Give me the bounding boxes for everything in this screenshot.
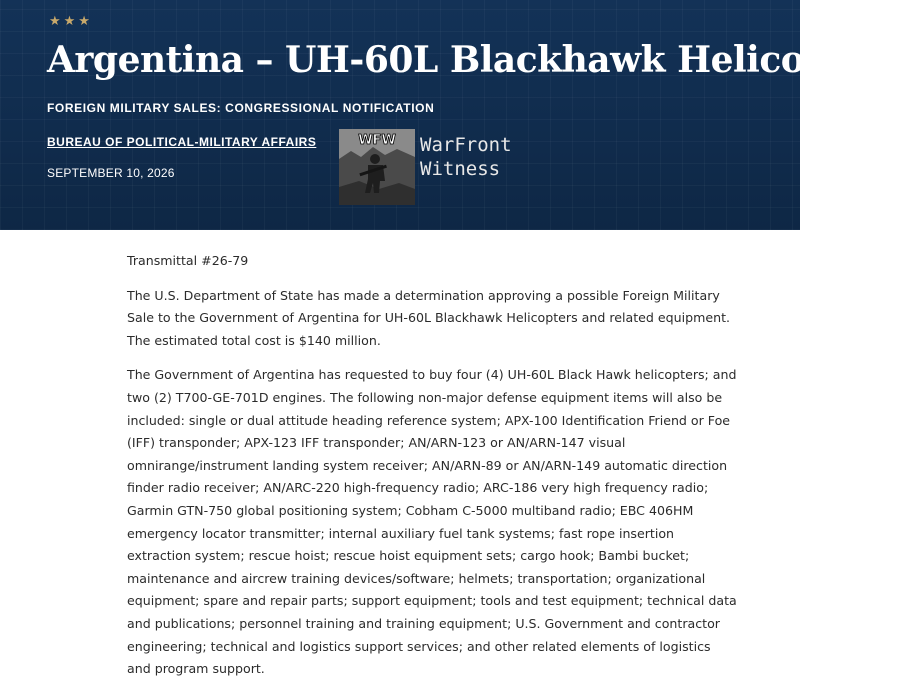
warfront-witness-logo — [339, 129, 415, 205]
article-body — [127, 250, 737, 693]
watermark-line-2: Witness — [420, 158, 501, 180]
watermark-text — [420, 133, 512, 181]
publish-date: SEPTEMBER 10, 2026 — [47, 166, 175, 180]
article-paragraph-1: The U.S. Department of State has made a determination approving a possible Foreign Military Sale to the Government of Argentina for UH-60L Blackhawk Helicopters and related equipment. The estimated total cost is $140 million. — [127, 287, 731, 348]
watermark-line-1: WarFront — [420, 134, 512, 156]
article-paragraph-2: The Government of Argentina has requested to buy four (4) UH-60L Black Hawk helicopters; and two (2) T700-GE-701D engines. The following non-major defense equipment items will also be included: single or dual attitude heading reference system; APX-100 Identification Friend or Foe (IFF) transponder; APX-123 IFF transponder; AN/ARN-123 or AN/ARN-147 visual omnirange/instrument landing system receiver; AN/ARN-89 or AN/ARN-149 automatic direction finder radio receiver; AN/ARC-220 high-frequency radio; ARC-186 very high frequency radio; Garmin GTN-750 global positioning system; Cobham C-5000 multiband radio; EBC 406HM emergency locator transmitter; internal auxiliary fuel tank systems; fast rope insertion extraction system; rescue hoist; rescue hoist equipment sets; cargo hook; Bambi bucket; maintenance and aircrew training devices/software; helmets; transportation; organizational equipment; spare and repair parts; support equipment; tools and test equipment; technical data and publications; personnel training and training equipment; U.S. Government and contractor engineering; technical and logistics support services; and other related elements of logistics and program support. — [127, 367, 737, 677]
logo-letters: WFW — [358, 133, 396, 148]
bureau-link[interactable]: BUREAU OF POLITICAL-MILITARY AFFAIRS — [47, 135, 317, 149]
page-subtitle: FOREIGN MILITARY SALES: CONGRESSIONAL NOTIFICATION — [47, 101, 435, 115]
stars-decoration: ★★★ — [49, 14, 93, 29]
soldier-logo-image — [339, 129, 415, 205]
transmittal-number: Transmittal #26-79 — [127, 253, 249, 268]
page-title: Argentina – UH-60L Blackhawk Helicopters — [47, 39, 906, 81]
page-header — [0, 0, 906, 230]
